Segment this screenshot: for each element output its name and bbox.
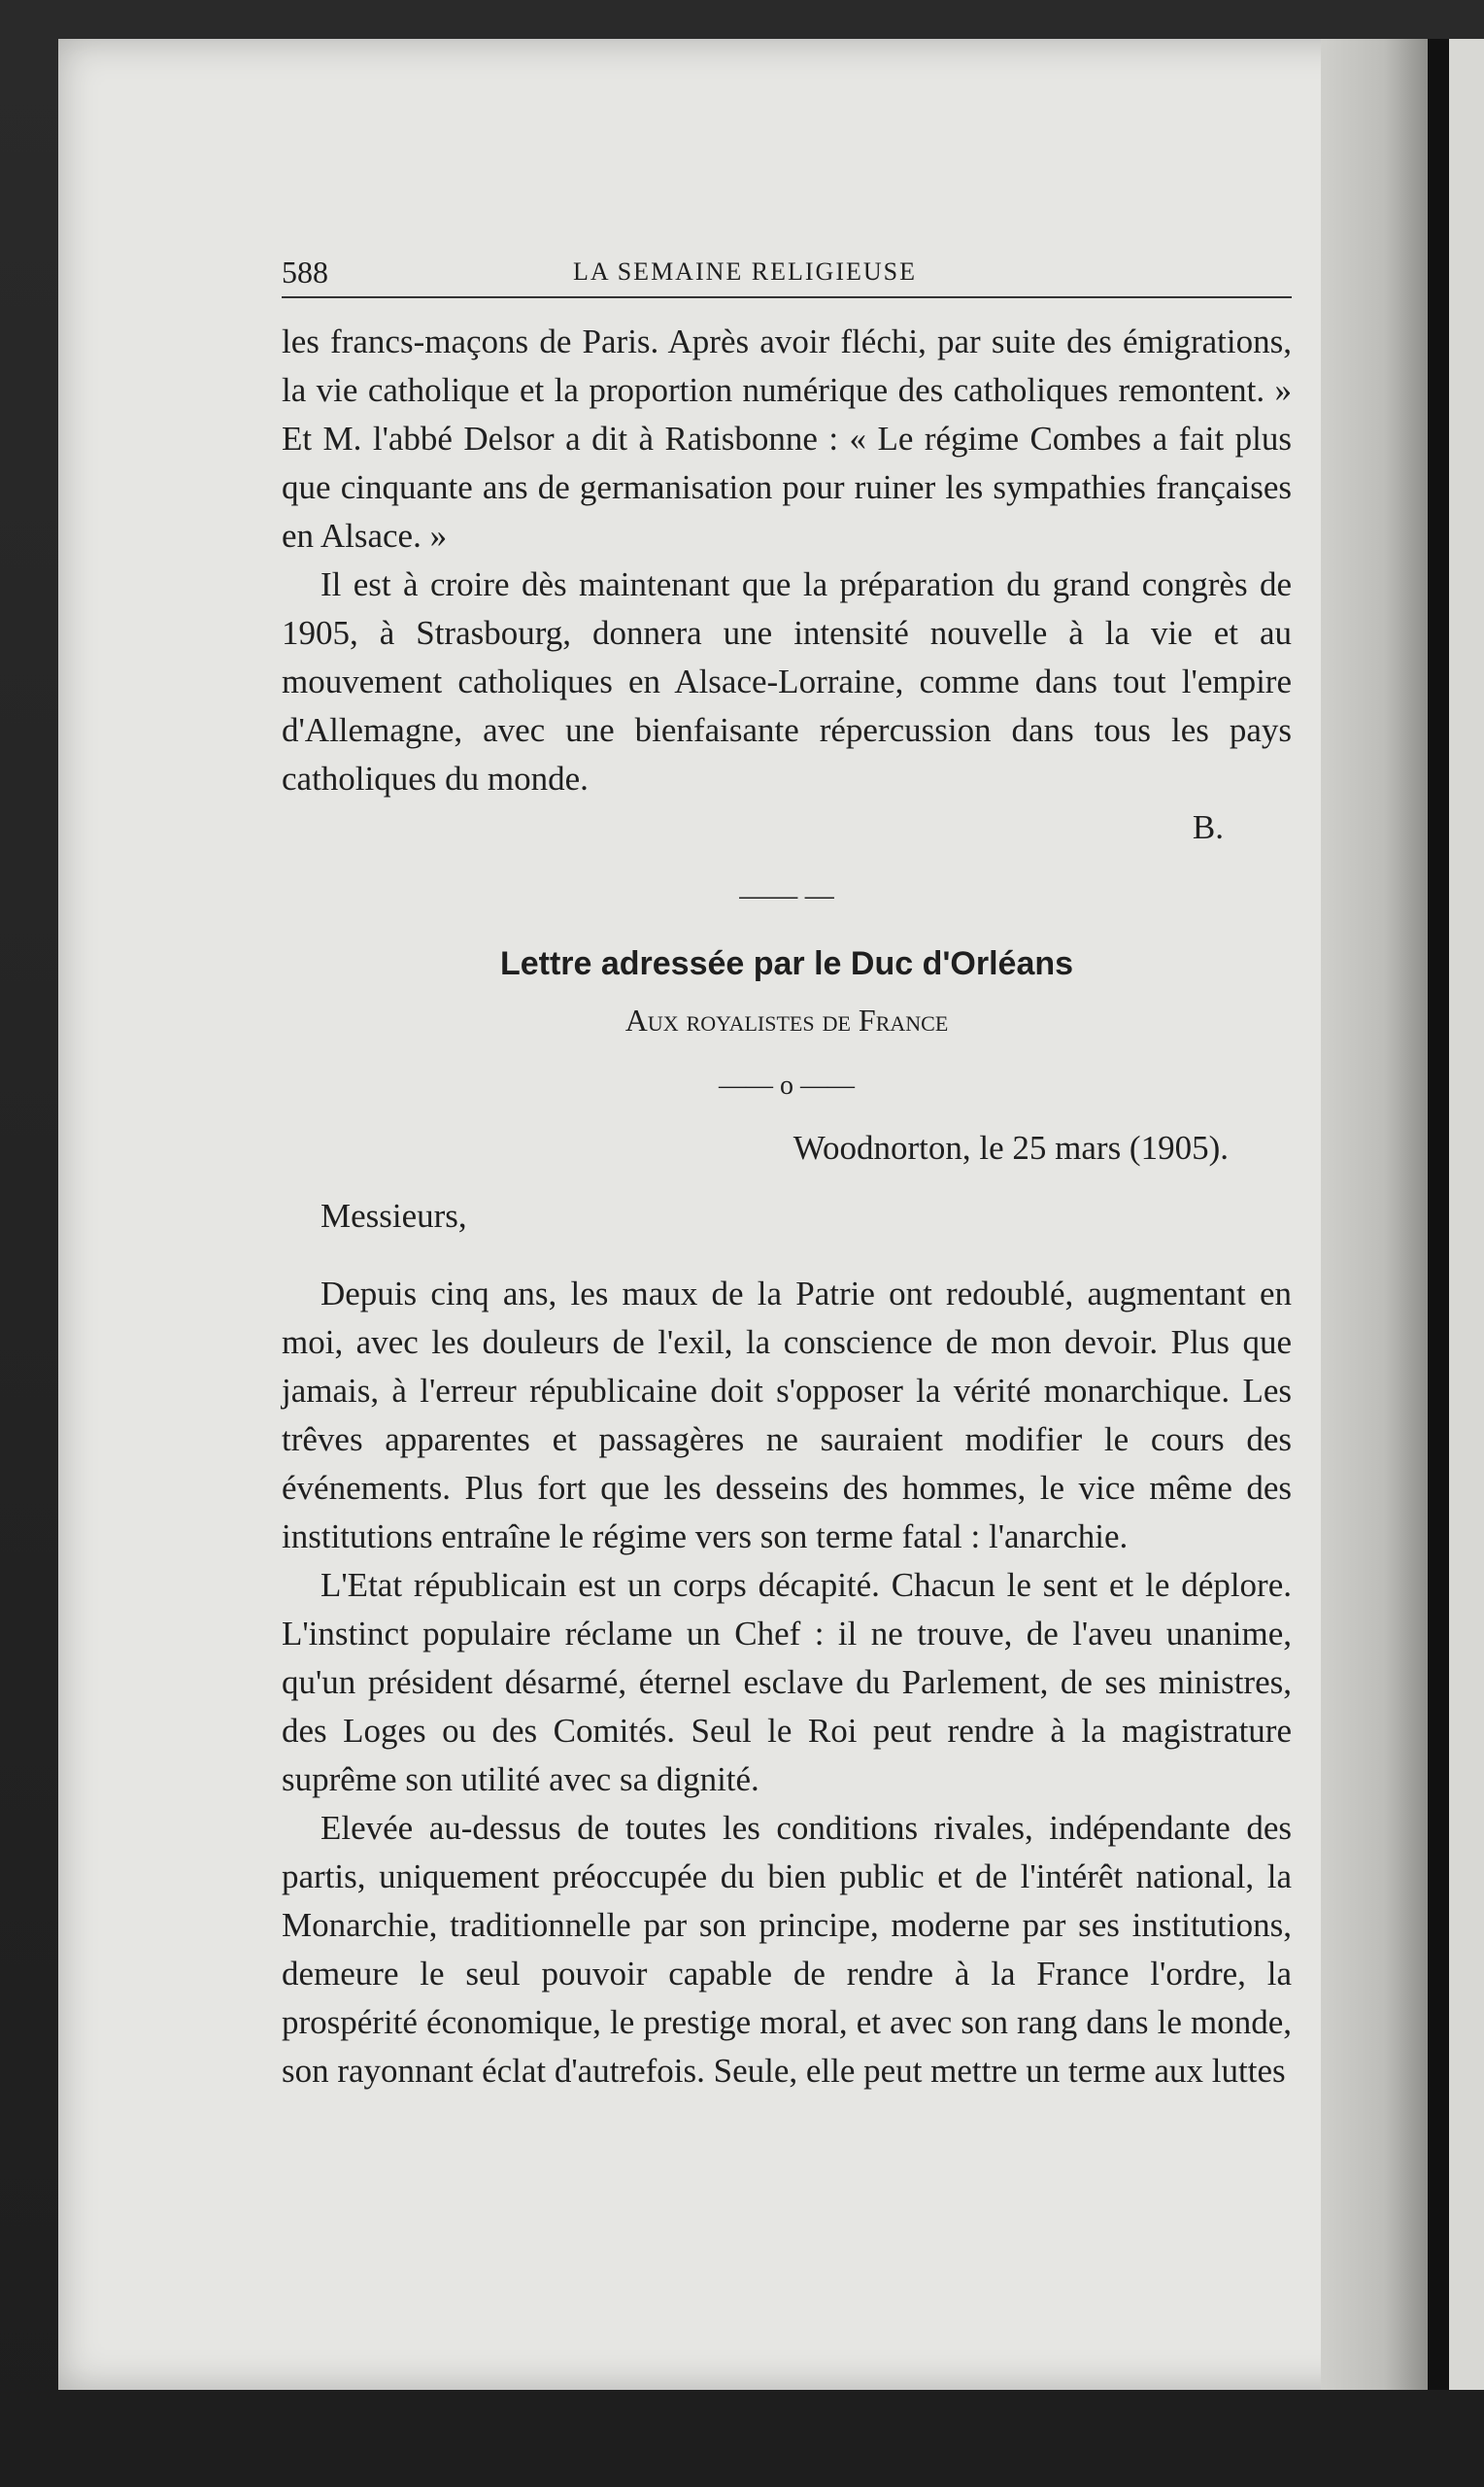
next-page-edge xyxy=(1449,39,1484,2390)
running-title: LA SEMAINE RELIGIEUSE xyxy=(573,257,917,286)
running-head xyxy=(282,248,1292,298)
letter-subtitle: Aux royalistes de France xyxy=(624,1003,949,1038)
page-content xyxy=(282,248,1292,2095)
previous-article-paragraph: les francs-maçons de Paris. Après avoir fléchi, par suite des émigrations, la vie catholique et la proportion numérique des catholiques remontent. » Et M. l'abbé Delsor a dit à Ratisbonne : « Le régime Combes a fait plus que cinquante ans de germanisation pour ruiner les sympathies françaises en Alsace. » xyxy=(282,323,1292,555)
letter-salutation: Messieurs, xyxy=(320,1197,467,1235)
page-number: 588 xyxy=(282,255,328,290)
letter-title: Lettre adressée par le Duc d'Orléans xyxy=(499,945,1074,982)
letter-dateline: Woodnorton, le 25 mars (1905). xyxy=(793,1129,1229,1167)
letter-paragraph: Depuis cinq ans, les maux de la Patrie ont redoublé, augmentant en moi, avec les douleurs de l'exil, la conscience de mon devoir. Plus que jamais, à l'erreur républicaine doit s'opposer la vérité monarchique. Les trêves apparentes et passagères ne sauraient modifier le cours des événements. Plus fort que les desseins des hommes, le vice même des institutions entraîne le régime vers son terme fatal : l'anarchie. xyxy=(282,1275,1292,1555)
page-edge xyxy=(1321,39,1428,2390)
title-separator: —— o —— xyxy=(719,1071,855,1101)
article-signature: B. xyxy=(1192,808,1224,846)
letter-paragraph: L'Etat républicain est un corps décapité. Chacun le sent et le déplore. L'instinct populaire réclame un Chef : il ne trouve, de l'aveu unanime, qu'un président désarmé, éternel esclave du Parlement, de ses ministres, des Loges ou des Comités. Seul le Roi peut rendre à la magistrature suprême son utilité avec sa dignité. xyxy=(282,1566,1292,1798)
section-separator: —— — xyxy=(739,879,834,911)
book-spine xyxy=(1428,39,1449,2390)
letter-paragraph: Elevée au-dessus de toutes les conditions rivales, indépendante des partis, uniquement préoccupée du bien public et de l'intérêt national, la Monarchie, traditionnelle par son principe, moderne par ses institutions, demeure le seul pouvoir capable de rendre à la France l'ordre, la prospérité économique, le prestige moral, et avec son rang dans le monde, son rayonnant éclat d'autrefois. Seule, elle peut mettre un terme aux luttes xyxy=(282,1809,1292,2090)
previous-article-paragraph: Il est à croire dès maintenant que la préparation du grand congrès de 1905, à Strasbourg, donnera une intensité nouvelle à la vie et au mouvement catholiques en Alsace-Lorraine, comme dans tout l'empire d'Allemagne, avec une bienfaisante répercussion dans tous les pays catholiques du monde. xyxy=(282,565,1292,798)
